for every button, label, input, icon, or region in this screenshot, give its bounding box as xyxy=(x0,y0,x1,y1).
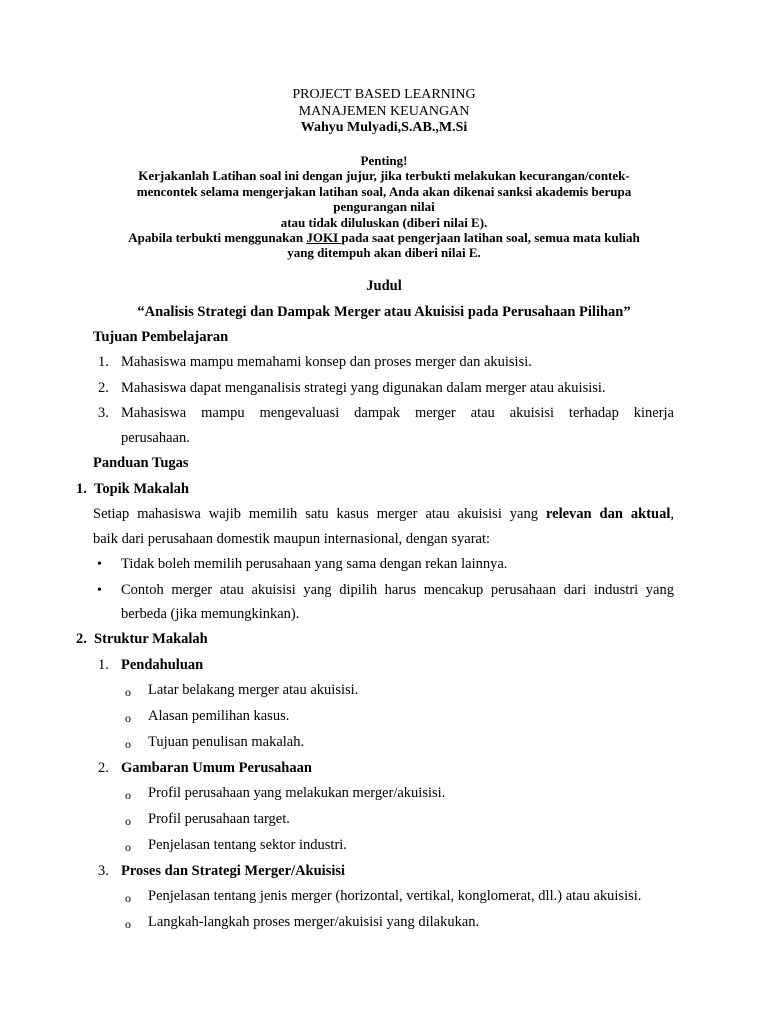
circle-bullet-icon: o xyxy=(125,840,131,854)
sub-item: Latar belakang merger atau akuisisi. xyxy=(148,682,359,698)
paragraph-emphasis: relevan dan aktual xyxy=(545,506,671,522)
list-item-continuation: perusahaan. xyxy=(121,430,190,446)
bullet-item: Contoh merger atau akuisisi yang dipilih harus mencakup perusahaan dari industri yang xyxy=(121,582,674,598)
warning-text: pada saat pengerjaan latihan soal, semua mata kuliah xyxy=(341,230,640,246)
subsection-title: Gambaran Umum Perusahaan xyxy=(121,760,312,776)
circle-bullet-icon: o xyxy=(125,685,131,699)
list-number: 1. xyxy=(98,354,109,370)
circle-bullet-icon: o xyxy=(125,737,131,751)
bullet-item-continuation: berbeda (jika memungkinkan). xyxy=(121,606,300,622)
circle-bullet-icon: o xyxy=(125,788,131,802)
header-lecturer: Wahyu Mulyadi,S.AB.,M.Si xyxy=(300,120,468,135)
topik-paragraph-line: baik dari perusahaan domestik maupun internasional, dengan syarat: xyxy=(93,531,491,547)
circle-bullet-icon: o xyxy=(125,891,131,905)
list-item: Mahasiswa mampu mengevaluasi dampak merger atau akuisisi terhadap kinerja xyxy=(121,405,674,421)
panduan-heading: Panduan Tugas xyxy=(93,455,189,471)
header-course: MANAJEMEN KEUANGAN xyxy=(298,103,470,119)
header-title: PROJECT BASED LEARNING xyxy=(292,87,476,102)
subsection-number: 3. xyxy=(98,863,109,879)
subsection-number: 1. xyxy=(98,657,109,673)
judul-label: Judul xyxy=(366,278,402,294)
subsection-number: 2. xyxy=(98,760,109,776)
sub-item: Langkah-langkah proses merger/akuisisi yang dilakukan. xyxy=(148,914,480,930)
sub-item: Penjelasan tentang sektor industri. xyxy=(148,837,347,853)
section-number: 2. xyxy=(76,631,87,647)
warning-line: mencontek selama mengerjakan latihan soal, Anda akan dikenai sanksi akademis berupa xyxy=(136,183,632,199)
warning-line: yang ditempuh akan diberi nilai E. xyxy=(287,245,481,261)
bullet-icon: • xyxy=(97,583,102,598)
warning-text: Apabila terbukti menggunakan xyxy=(128,230,307,246)
assignment-title: “Analisis Strategi dan Dampak Merger atau Akuisisi pada Perusahaan Pilihan” xyxy=(137,304,631,320)
sub-item: Tujuan penulisan makalah. xyxy=(148,734,305,750)
warning-line xyxy=(96,230,672,245)
section-title: Topik Makalah xyxy=(94,481,189,497)
subsection-title: Proses dan Strategi Merger/Akuisisi xyxy=(121,863,346,879)
bullet-icon: • xyxy=(97,557,102,572)
paragraph-text: Setiap mahasiswa wajib memilih satu kasus merger atau akuisisi yang xyxy=(93,506,546,522)
list-item: Mahasiswa dapat menganalisis strategi yang digunakan dalam merger atau akuisisi. xyxy=(121,380,606,396)
circle-bullet-icon: o xyxy=(125,711,131,725)
circle-bullet-icon: o xyxy=(125,917,131,931)
circle-bullet-icon: o xyxy=(125,814,131,828)
joki-text: JOKI xyxy=(306,230,342,246)
warning-line: atau tidak diluluskan (diberi nilai E). xyxy=(280,214,488,230)
subsection-title: Pendahuluan xyxy=(121,657,204,673)
section-number: 1. xyxy=(76,481,87,497)
warning-notice xyxy=(96,153,672,261)
sub-item: Profil perusahaan yang melakukan merger/akuisisi. xyxy=(148,785,446,801)
bullet-item: Tidak boleh memilih perusahaan yang sama dengan rekan lainnya. xyxy=(121,556,508,572)
sub-item: Alasan pemilihan kasus. xyxy=(148,708,290,724)
tujuan-heading: Tujuan Pembelajaran xyxy=(93,329,229,345)
list-number: 2. xyxy=(98,380,109,396)
paragraph-text: , xyxy=(670,506,674,522)
list-number: 3. xyxy=(98,405,109,421)
warning-line: Kerjakanlah Latihan soal ini dengan jujur, jika terbukti melakukan kecurangan/contek- xyxy=(138,168,630,184)
list-item: Mahasiswa mampu memahami konsep dan proses merger dan akuisisi. xyxy=(121,354,532,370)
document-header xyxy=(0,87,768,137)
sub-item: Penjelasan tentang jenis merger (horizontal, vertikal, konglomerat, dll.) atau akuisisi. xyxy=(148,888,642,904)
section-title: Struktur Makalah xyxy=(94,631,208,647)
topik-paragraph xyxy=(93,506,674,523)
warning-line: pengurangan nilai xyxy=(333,199,435,215)
warning-title: Penting! xyxy=(360,153,408,168)
sub-item: Profil perusahaan target. xyxy=(148,811,290,827)
